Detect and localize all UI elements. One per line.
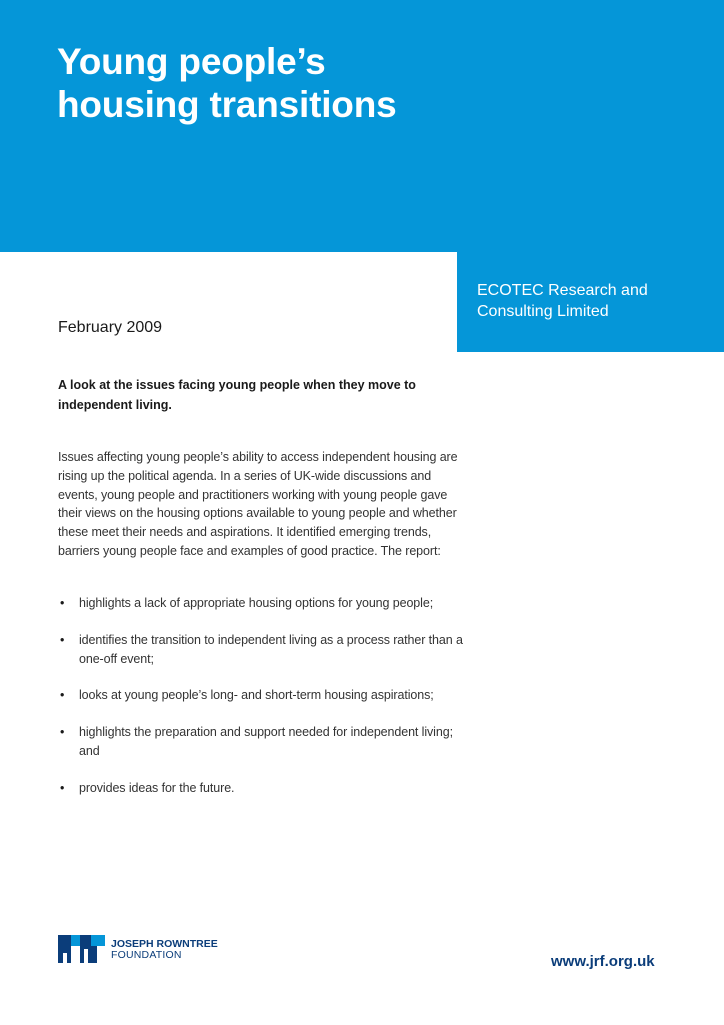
author-line1: ECOTEC Research and: [477, 282, 648, 299]
jrf-logo-mark-icon: [58, 935, 105, 963]
logo-line2: FOUNDATION: [111, 948, 182, 961]
list-item: [58, 631, 468, 669]
logo-line1: JOSEPH ROWNTREE: [111, 938, 218, 950]
publication-date: February 2009: [58, 319, 163, 336]
list-item-text: identifies the transition to independent living as a process rather than a one-off event;: [79, 632, 463, 666]
bullet-icon: •: [60, 688, 65, 703]
author-name: [477, 280, 712, 322]
list-item: [58, 686, 468, 705]
list-item-text: highlights a lack of appropriate housing options for young people;: [79, 596, 434, 610]
list-item: [58, 594, 468, 613]
findings-list: [58, 594, 468, 816]
title-banner: [0, 0, 724, 252]
summary-lead: A look at the issues facing young people when they move to independent living.: [58, 378, 416, 412]
bullet-icon: •: [60, 725, 65, 740]
list-item-text: highlights the preparation and support needed for independent living; and: [79, 725, 453, 758]
report-title-line2: housing transitions: [57, 84, 397, 125]
report-title: [57, 40, 617, 126]
bullet-icon: •: [60, 780, 65, 795]
list-item-text: provides ideas for the future.: [79, 780, 235, 795]
list-item-text: looks at young people’s long- and short-term housing aspirations;: [79, 688, 434, 703]
bullet-icon: •: [60, 596, 65, 610]
author-line2: Consulting Limited: [477, 303, 609, 320]
logo-wordmark: [111, 939, 218, 960]
body-paragraph: Issues affecting young people’s ability to access independent housing are rising up the political agenda. In a series of UK-wide discussions and events, young people and practitioners working with young people gave their views on the housing options available to young people and whether these meet their needs and aspirations. It identified emerging trends, barriers young people face and examples of good practice. The report:: [58, 450, 458, 558]
jrf-logo: [58, 935, 218, 965]
website-link[interactable]: www.jrf.org.uk: [551, 953, 655, 970]
list-item: [58, 779, 468, 798]
bullet-icon: •: [60, 632, 65, 647]
author-panel: [457, 252, 724, 352]
list-item: [58, 723, 468, 761]
report-title-line1: Young people’s: [57, 41, 326, 82]
